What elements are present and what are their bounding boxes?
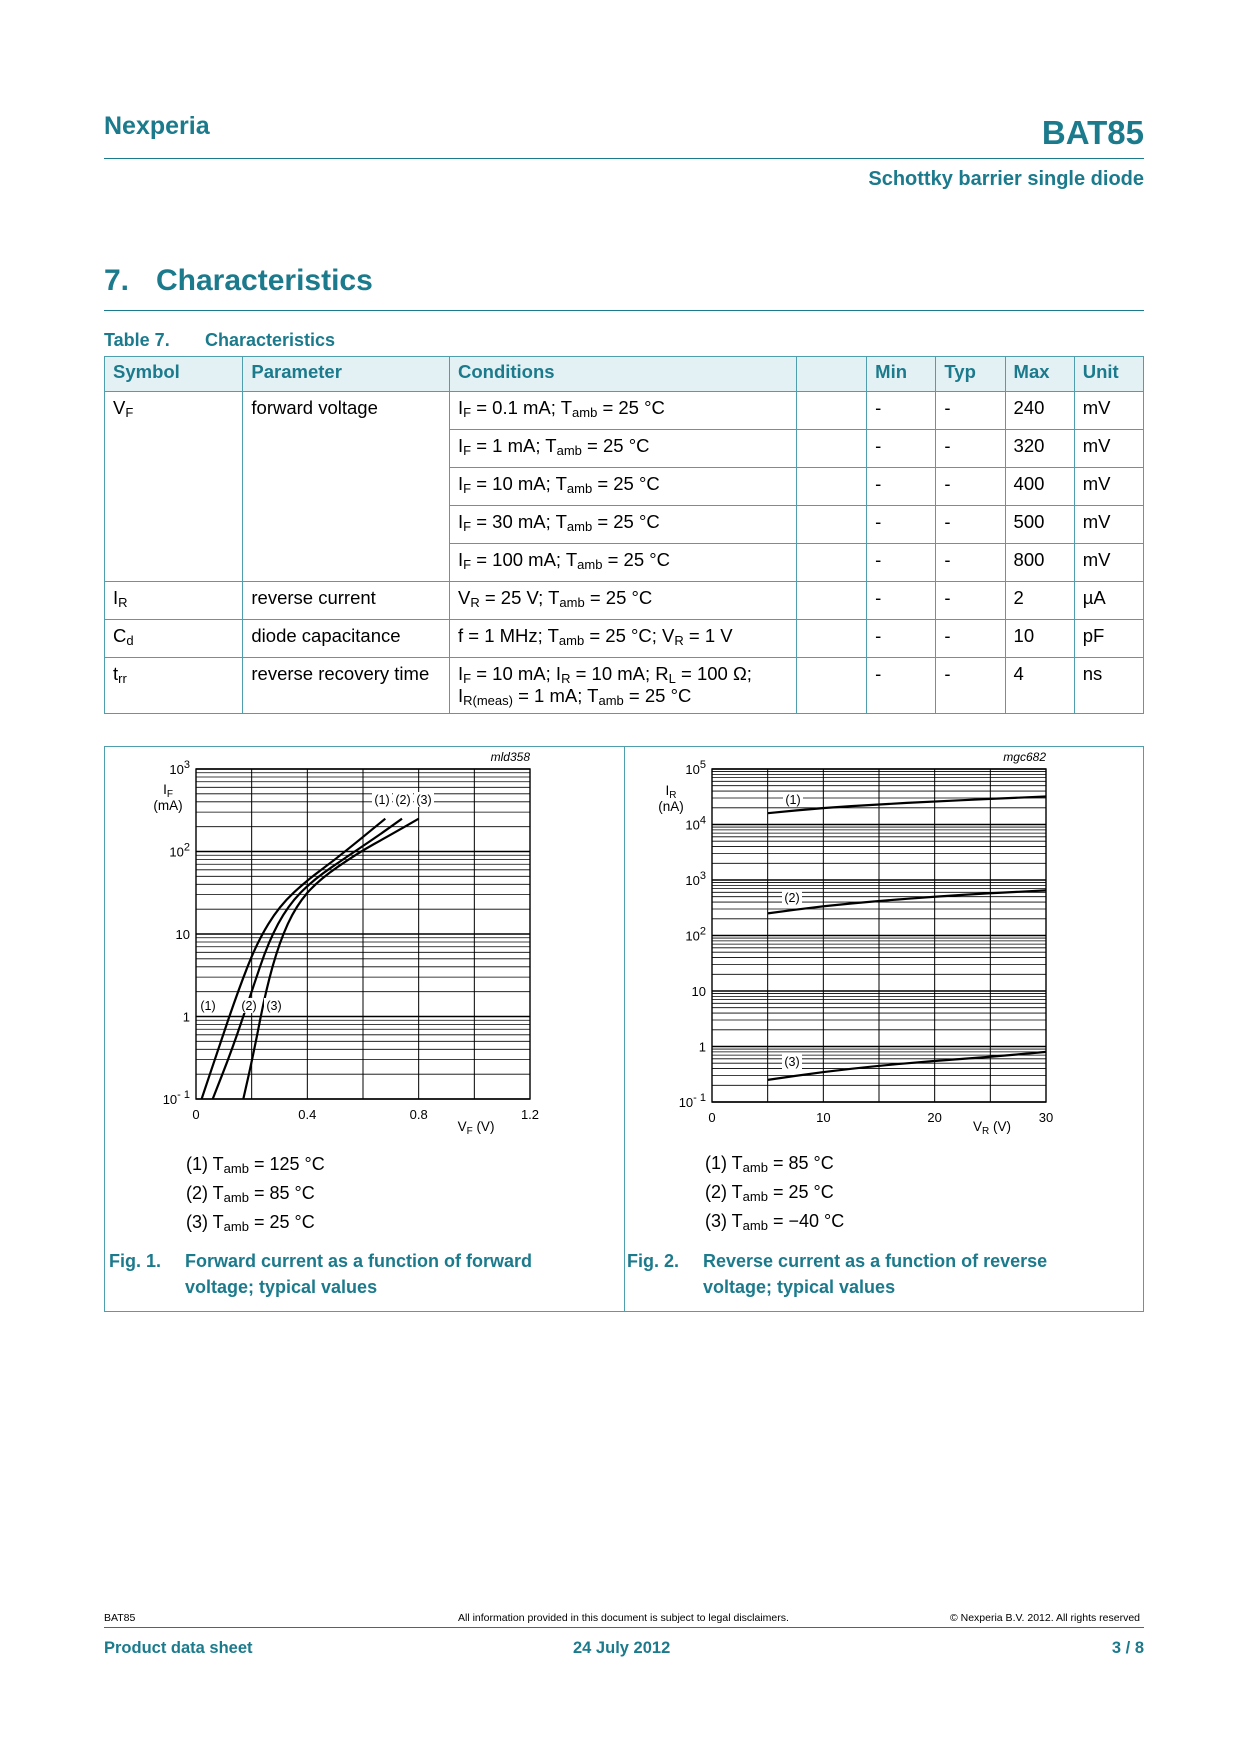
footer-copyright: © Nexperia B.V. 2012. All rights reserved — [949, 1612, 1140, 1624]
cell-blank — [796, 468, 866, 506]
cell-unit: mV — [1074, 506, 1143, 544]
table-caption-title: Characteristics — [205, 330, 336, 350]
y-tick-label: $10^2$ — [685, 925, 706, 944]
fig1-title — [185, 1248, 585, 1300]
y-tick-label: $10^2$ — [169, 841, 190, 860]
cell-max: 10 — [1005, 620, 1074, 658]
fig2-legend-item: (3) $T_{amb} = -40$ °C — [705, 1211, 845, 1233]
footer-disclaimer: All information provided in this document is subject to legal disclaimers. — [458, 1612, 789, 1624]
series-label: (2) — [241, 999, 257, 1013]
table-row — [105, 392, 1144, 430]
table-row — [105, 658, 1144, 714]
chart-forward-current — [104, 746, 622, 1146]
footer-rule — [104, 1627, 1144, 1628]
cell-conditions: $I_F = 1$ mA; $T_{amb} = 25$ °C — [449, 430, 796, 468]
section-title: Characteristics — [156, 264, 373, 297]
cell-max: 240 — [1005, 392, 1074, 430]
x-tick-label: 0 — [192, 1107, 200, 1122]
y-axis-label: $I_F$ — [163, 782, 173, 800]
cell-min: - — [867, 582, 936, 620]
col-typ: Typ — [936, 357, 1005, 392]
series-label: (3) — [266, 999, 282, 1013]
figure-code: mgc682 — [1003, 750, 1046, 764]
cell-parameter: diode capacitance — [243, 620, 450, 658]
cell-unit: pF — [1074, 620, 1143, 658]
product-name: BAT85 — [1041, 114, 1144, 151]
y-tick-label: $10^{- 1}$ — [678, 1092, 706, 1110]
col-unit: Unit — [1074, 357, 1143, 392]
cell-unit: µA — [1074, 582, 1143, 620]
cell-min: - — [867, 506, 936, 544]
fig1-legend — [186, 1150, 325, 1237]
y-tick-label: $10^5$ — [685, 759, 706, 777]
y-axis-label: $I_R$ — [665, 783, 677, 801]
x-axis-label: $V_F$ (V) — [457, 1119, 495, 1137]
cell-blank — [796, 582, 866, 620]
cell-typ: - — [936, 392, 1005, 430]
fig1-legend-item: (3) $T_{amb} = 25$ °C — [186, 1212, 315, 1234]
series-label: (3) — [416, 793, 432, 807]
fig2-caption — [627, 1248, 1127, 1304]
y-tick-label: $10^3$ — [685, 870, 706, 888]
cell-unit: ns — [1074, 658, 1143, 714]
cell-typ: - — [936, 620, 1005, 658]
footer-doc-id: BAT85 — [104, 1612, 136, 1624]
y-tick-label: $10^3$ — [169, 759, 190, 777]
x-tick-label: 0.8 — [409, 1107, 428, 1122]
fig1-legend-item: (1) $T_{amb} = 125$ °C — [186, 1154, 325, 1176]
footer-date: 24 July 2012 — [573, 1639, 671, 1657]
cell-min: - — [867, 468, 936, 506]
footer-page: 3 / 8 — [1111, 1639, 1144, 1657]
y-axis-unit: (mA) — [153, 798, 183, 813]
cell-unit: mV — [1074, 468, 1143, 506]
cell-unit: mV — [1074, 392, 1143, 430]
x-tick-label: 30 — [1038, 1110, 1054, 1125]
table-header-row — [105, 357, 1144, 392]
x-tick-label: 0.4 — [298, 1107, 317, 1122]
chart-reverse-current — [624, 746, 1142, 1146]
col-parameter: Parameter — [243, 357, 450, 392]
cell-typ: - — [936, 658, 1005, 714]
cell-min: - — [867, 430, 936, 468]
cell-typ: - — [936, 468, 1005, 506]
cell-symbol: $t_{rr}$ — [105, 658, 243, 714]
cell-unit: mV — [1074, 430, 1143, 468]
fig2-title-line2: voltage; typical values — [703, 1277, 896, 1297]
series-label: (1) — [374, 793, 390, 807]
table-caption — [104, 330, 335, 351]
y-tick-label: 1 — [698, 1039, 706, 1055]
x-tick-label: 0 — [708, 1110, 716, 1125]
cell-blank — [796, 506, 866, 544]
table-row — [105, 582, 1144, 620]
cell-symbol: $I_R$ — [105, 582, 243, 620]
cell-parameter: reverse recovery time — [243, 658, 450, 714]
cell-conditions: $V_R = 25$ V; $T_{amb} = 25$ °C — [449, 582, 796, 620]
cell-min: - — [867, 620, 936, 658]
cell-symbol: $C_d$ — [105, 620, 243, 658]
x-tick-label: 1.2 — [520, 1107, 540, 1122]
cell-parameter: forward voltage — [243, 392, 450, 582]
cell-max: 800 — [1005, 544, 1074, 582]
fig2-title-line1: Reverse current as a function of reverse — [703, 1251, 1048, 1271]
series-label: (2) — [784, 891, 800, 905]
fig2-title — [703, 1248, 1103, 1300]
header-rule — [104, 158, 1144, 159]
cell-blank — [796, 658, 866, 714]
cell-conditions: $I_F = 30$ mA; $T_{amb} = 25$ °C — [449, 506, 796, 544]
cell-max: 320 — [1005, 430, 1074, 468]
cell-unit: mV — [1074, 544, 1143, 582]
cell-typ: - — [936, 430, 1005, 468]
cell-conditions: $I_F = 0.1$ mA; $T_{amb} = 25$ °C — [449, 392, 796, 430]
cell-conditions: $I_F = 100$ mA; $T_{amb} = 25$ °C — [449, 544, 796, 582]
col-conditions: Conditions — [449, 357, 796, 392]
series-label: (1) — [200, 999, 216, 1013]
section-rule — [104, 310, 1144, 311]
cell-typ: - — [936, 544, 1005, 582]
section-number: 7. — [104, 264, 130, 297]
cell-min: - — [867, 392, 936, 430]
series-label: (3) — [784, 1055, 800, 1069]
fig1-label: Fig. 1. — [109, 1251, 162, 1271]
x-tick-label: 10 — [816, 1110, 831, 1125]
cell-conditions: $I_F = 10$ mA; $T_{amb} = 25$ °C — [449, 468, 796, 506]
cell-min: - — [867, 658, 936, 714]
footer-doc-type: Product data sheet — [104, 1639, 253, 1657]
fig1-caption — [109, 1248, 609, 1304]
fig1-title-line1: Forward current as a function of forward — [185, 1251, 533, 1271]
y-tick-label: 10 — [691, 984, 706, 999]
fig2-legend-item: (2) $T_{amb} = 25$ °C — [705, 1182, 834, 1204]
y-axis-unit: (nA) — [658, 799, 684, 814]
fig2-label: Fig. 2. — [627, 1251, 680, 1271]
brand-name: Nexperia — [104, 112, 210, 140]
col-max: Max — [1005, 357, 1074, 392]
col-min: Min — [867, 357, 936, 392]
cell-parameter: reverse current — [243, 582, 450, 620]
y-tick-label: $10^4$ — [685, 814, 706, 833]
cell-max: 500 — [1005, 506, 1074, 544]
cell-blank — [796, 392, 866, 430]
cell-max: 4 — [1005, 658, 1074, 714]
cell-blank — [796, 430, 866, 468]
x-tick-label: 20 — [927, 1110, 942, 1125]
fig2-legend-item: (1) $T_{amb} = 85$ °C — [705, 1153, 834, 1175]
cell-conditions: $I_F = 10$ mA; $I_R = 10$ mA; $R_L = 100$ Ω; $I_{R(meas)} = 1$ mA; $T_{amb} = 25$ °C — [449, 658, 796, 714]
cell-symbol: $V_F$ — [105, 392, 243, 582]
cell-min: - — [867, 544, 936, 582]
y-tick-label: 10 — [175, 927, 190, 942]
y-tick-label: $10^{- 1}$ — [162, 1089, 190, 1107]
product-subtitle: Schottky barrier single diode — [868, 168, 1144, 190]
cell-typ: - — [936, 506, 1005, 544]
section-heading — [104, 264, 373, 298]
series-label: (2) — [395, 793, 411, 807]
fig1-title-line2: voltage; typical values — [185, 1277, 378, 1297]
table-caption-label: Table 7. — [104, 330, 170, 350]
cell-max: 2 — [1005, 582, 1074, 620]
cell-conditions: f = 1 MHz; $T_{amb} = 25$ °C; $V_R = 1$ V — [449, 620, 796, 658]
col-blank — [796, 357, 866, 392]
fig1-legend-item: (2) $T_{amb} = 85$ °C — [186, 1183, 315, 1205]
figure-code: mld358 — [490, 750, 530, 764]
x-axis-label: $V_R$ (V) — [973, 1119, 1011, 1137]
fig2-legend — [705, 1149, 844, 1236]
y-tick-label: 1 — [182, 1009, 190, 1025]
table-row — [105, 620, 1144, 658]
cell-typ: - — [936, 582, 1005, 620]
characteristics-table — [104, 356, 1144, 714]
series-line — [768, 797, 1046, 814]
series-label: (1) — [785, 793, 801, 807]
cell-max: 400 — [1005, 468, 1074, 506]
cell-blank — [796, 620, 866, 658]
cell-blank — [796, 544, 866, 582]
col-symbol: Symbol — [105, 357, 243, 392]
